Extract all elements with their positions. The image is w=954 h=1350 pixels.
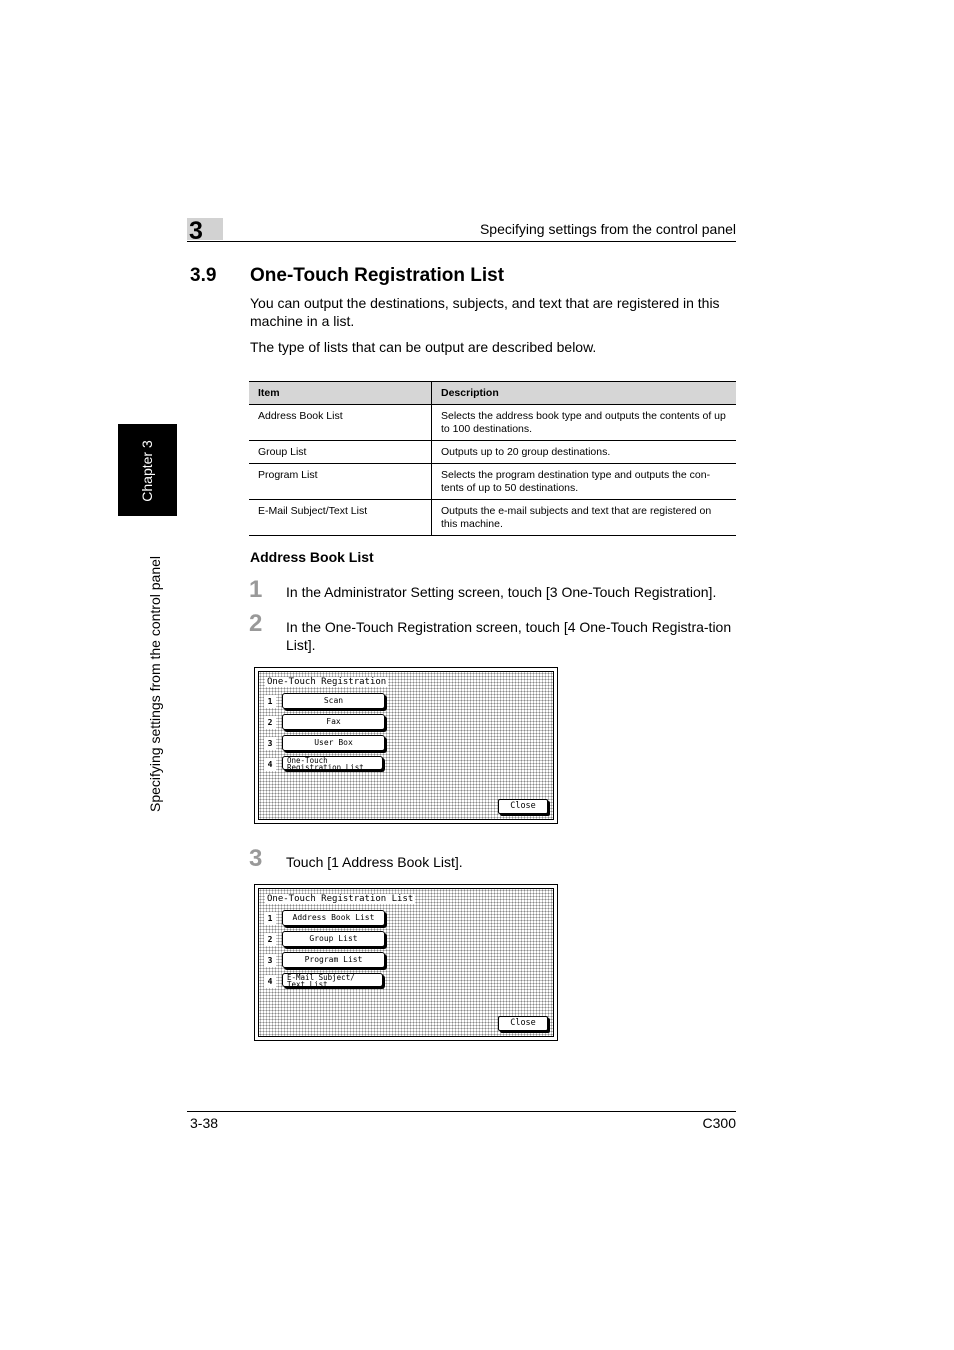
intro-paragraph: You can output the destinations, subjects, and text that are registered in this machine in a list. [250, 295, 720, 329]
menu-number: 4 [264, 758, 276, 771]
header-rule [187, 241, 736, 242]
program-list-button[interactable]: Program List [282, 952, 385, 968]
table-cell-item: E-Mail Subject/Text List [249, 500, 432, 536]
step-number: 2 [249, 610, 263, 637]
step-text: Touch [1 Address Book List]. [286, 854, 463, 870]
table-row [249, 500, 736, 536]
address-book-list-button[interactable]: Address Book List [282, 910, 385, 926]
table-cell-item: Program List [249, 464, 432, 500]
button-label-line: One-Touch [287, 756, 328, 765]
table-header-row [249, 382, 736, 405]
table-row [249, 405, 736, 441]
step-number: 1 [249, 576, 263, 603]
fax-button[interactable]: Fax [282, 714, 385, 730]
screen-panel [258, 671, 554, 820]
menu-number: 3 [264, 737, 276, 750]
subsection-title: Address Book List [250, 549, 374, 565]
screen-title: One-Touch Registration List [267, 894, 414, 904]
chapter-number: 3 [189, 217, 203, 245]
header-title: Specifying settings from the control panel [479, 221, 736, 237]
table-cell-item: Group List [249, 441, 432, 464]
close-button[interactable]: Close [498, 1016, 548, 1031]
close-button[interactable]: Close [498, 799, 548, 814]
section-number: 3.9 [190, 265, 217, 286]
table-row [249, 441, 736, 464]
column-header-description: Description [432, 382, 737, 405]
table-cell-description: Outputs up to 20 group destinations. [432, 441, 737, 464]
menu-number: 4 [264, 975, 276, 988]
page-number: 3-38 [190, 1115, 219, 1131]
one-touch-registration-list-screen [254, 884, 558, 1041]
list-types-table [249, 381, 736, 536]
column-header-item: Item [249, 382, 432, 405]
table-cell-description: Selects the program destination type and outputs the con-tents of up to 50 destinations. [432, 464, 737, 500]
side-section-label: Specifying settings from the control panel [147, 555, 163, 813]
menu-number: 1 [264, 912, 276, 925]
screen-panel [258, 888, 554, 1037]
table-cell-description: Selects the address book type and outputs the contents of up to 100 destinations. [432, 405, 737, 441]
footer-rule [187, 1111, 736, 1112]
table-cell-description: Outputs the e-mail subjects and text that are registered on this machine. [432, 500, 737, 536]
one-touch-registration-list-button[interactable] [282, 756, 383, 770]
button-label-line: E-Mail Subject/ [287, 973, 355, 982]
email-subject-text-list-button[interactable] [282, 973, 383, 987]
button-label-line: Text List [287, 980, 328, 989]
step-number: 3 [249, 845, 263, 872]
menu-number: 2 [264, 716, 276, 729]
user-box-button[interactable]: User Box [282, 735, 385, 751]
table-row [249, 464, 736, 500]
side-tab-chapter-label: Chapter 3 [139, 440, 155, 502]
table-cell-item: Address Book List [249, 405, 432, 441]
menu-number: 2 [264, 933, 276, 946]
chapter-number-box [187, 217, 223, 245]
section-title: One-Touch Registration List [250, 265, 505, 286]
button-label-line: Registration List [287, 763, 364, 772]
screen-title: One-Touch Registration [267, 677, 387, 687]
scan-button[interactable]: Scan [282, 693, 385, 709]
intro-paragraph-2: The type of lists that can be output are described below. [250, 339, 597, 355]
model-name: C300 [702, 1115, 736, 1131]
menu-number: 1 [264, 695, 276, 708]
one-touch-registration-screen [254, 667, 558, 824]
group-list-button[interactable]: Group List [282, 931, 385, 947]
step-text: In the Administrator Setting screen, touch [3 One-Touch Registration]. [286, 584, 717, 600]
step-text: In the One-Touch Registration screen, touch [4 One-Touch Registra-tion List]. [286, 619, 732, 653]
menu-number: 3 [264, 954, 276, 967]
